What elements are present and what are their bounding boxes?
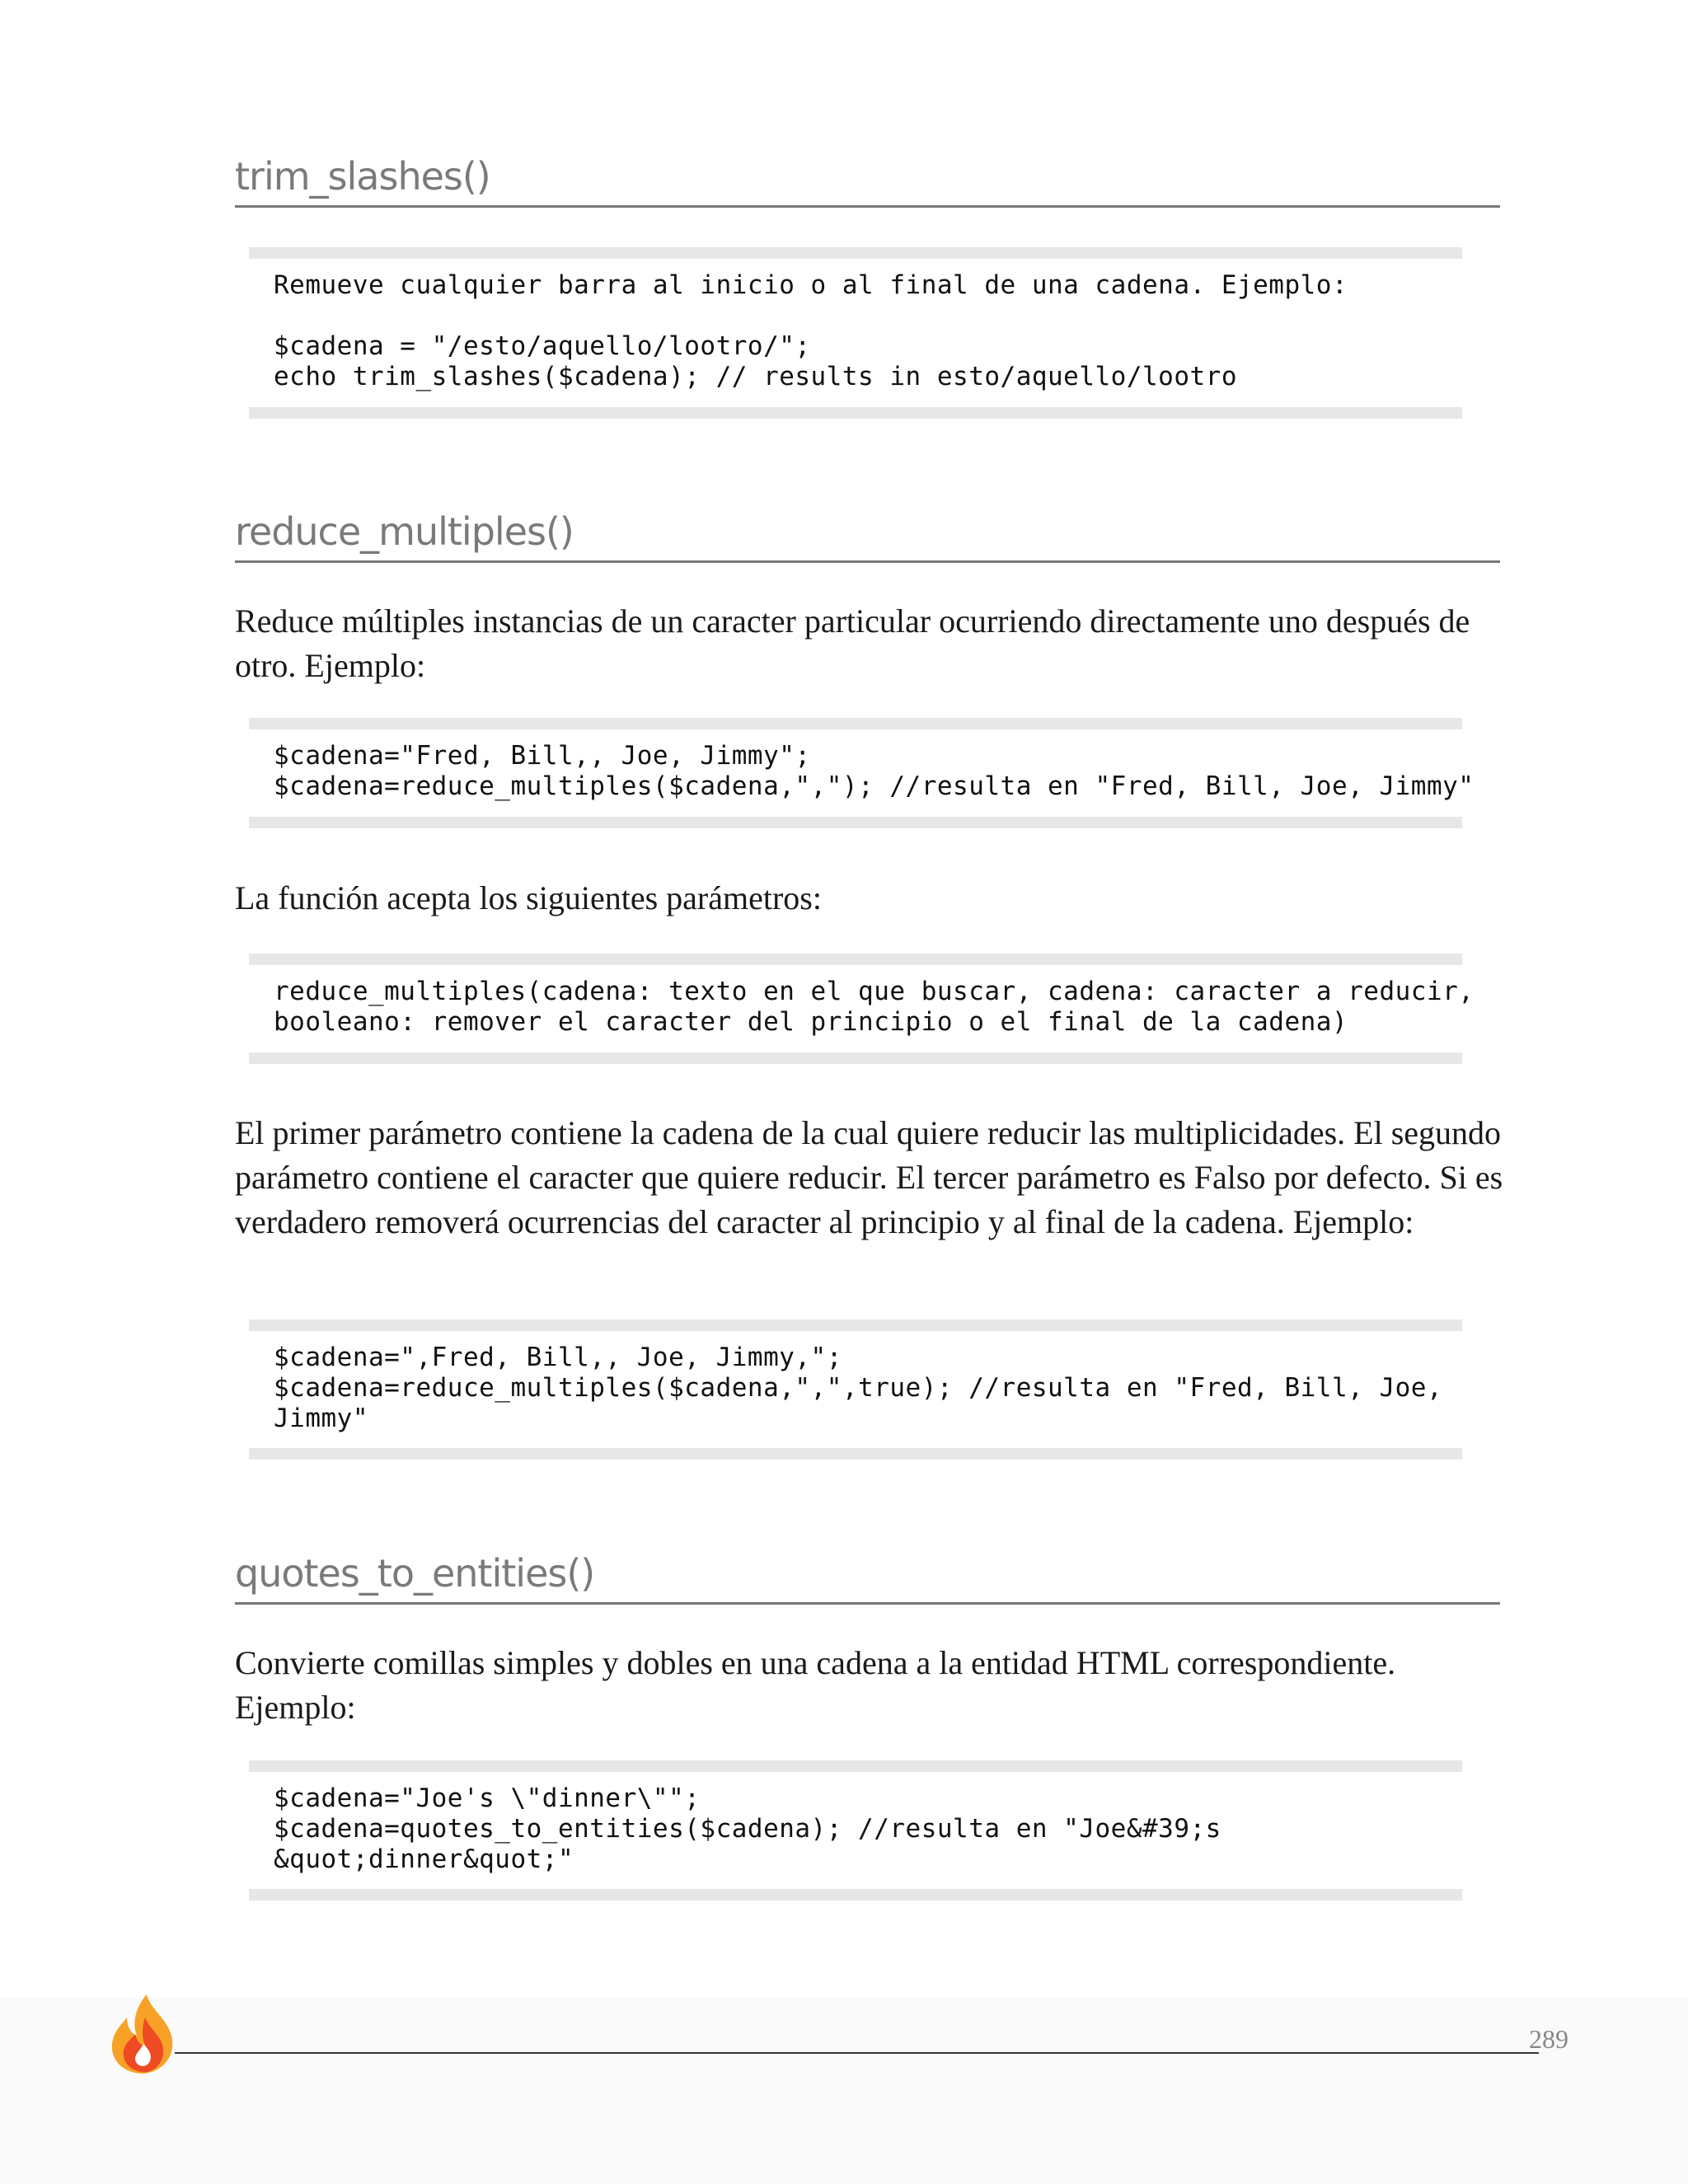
code-text: reduce_multiples(cadena: texto en el que buscar, cadena: caracter a reducir, booleano: remover el caracter del principio o el final de la cadena) [274,977,1475,1037]
code-block-trim-slashes [249,247,1462,419]
code-text: $cadena=",Fred, Bill,, Joe, Jimmy,"; $cadena=reduce_multiples($cadena,",",true); //resulta en "Fred, Bill, Joe, Jimmy" [274,1343,1443,1433]
section-rule [235,205,1500,208]
code-block-quotes-example [249,1760,1462,1900]
footer-background [0,1999,1688,2184]
section-title-reduce-multiples: reduce_multiples() [235,509,574,554]
codeigniter-flame-icon [107,1993,180,2075]
paragraph-params-intro: La función acepta los siguientes parámetros: [235,879,822,916]
code-block-reduce-example [249,718,1475,828]
section-title-quotes-to-entities: quotes_to_entities() [235,1551,595,1596]
section-rule [235,560,1500,563]
paragraph-quotes-intro: Convierte comillas simples y dobles en una cadena a la entidad HTML correspondiente. Ejemplo: [235,1644,1396,1726]
code-block-reduce-signature [249,954,1475,1064]
footer-rule [175,2052,1539,2054]
paragraph-params-explanation: El primer parámetro contiene la cadena de la cual quiere reducir las multiplicidades. El segundo parámetro contiene el caracter que quiere reducir. El tercer parámetro es Falso por defecto. Si es verdadero removerá ocurrencias del caracter al principio y al final de la cadena. Ejemplo: [235,1114,1503,1240]
code-text: Remueve cualquier barra al inicio o al final de una cadena. Ejemplo: $cadena = "/esto/aquello/lootro/"; echo trim_slashes($cadena); // results in esto/aquello/lootro [274,270,1348,391]
section-title-trim-slashes: trim_slashes() [235,154,490,199]
page-number: 289 [1529,2024,1568,2054]
code-text: $cadena="Fred, Bill,, Joe, Jimmy"; $cadena=reduce_multiples($cadena,","); //resulta en "Fred, Bill, Joe, Jimmy" [274,741,1475,801]
section-rule [235,1602,1500,1605]
code-block-reduce-true-example [249,1319,1462,1460]
code-text: $cadena="Joe's \"dinner\""; $cadena=quotes_to_entities($cadena); //resulta en "Joe&#39;s &quot;dinner&quot;" [274,1783,1221,1874]
paragraph-reduce-intro: Reduce múltiples instancias de un caracter particular ocurriendo directamente uno después de otro. Ejemplo: [235,602,1470,684]
